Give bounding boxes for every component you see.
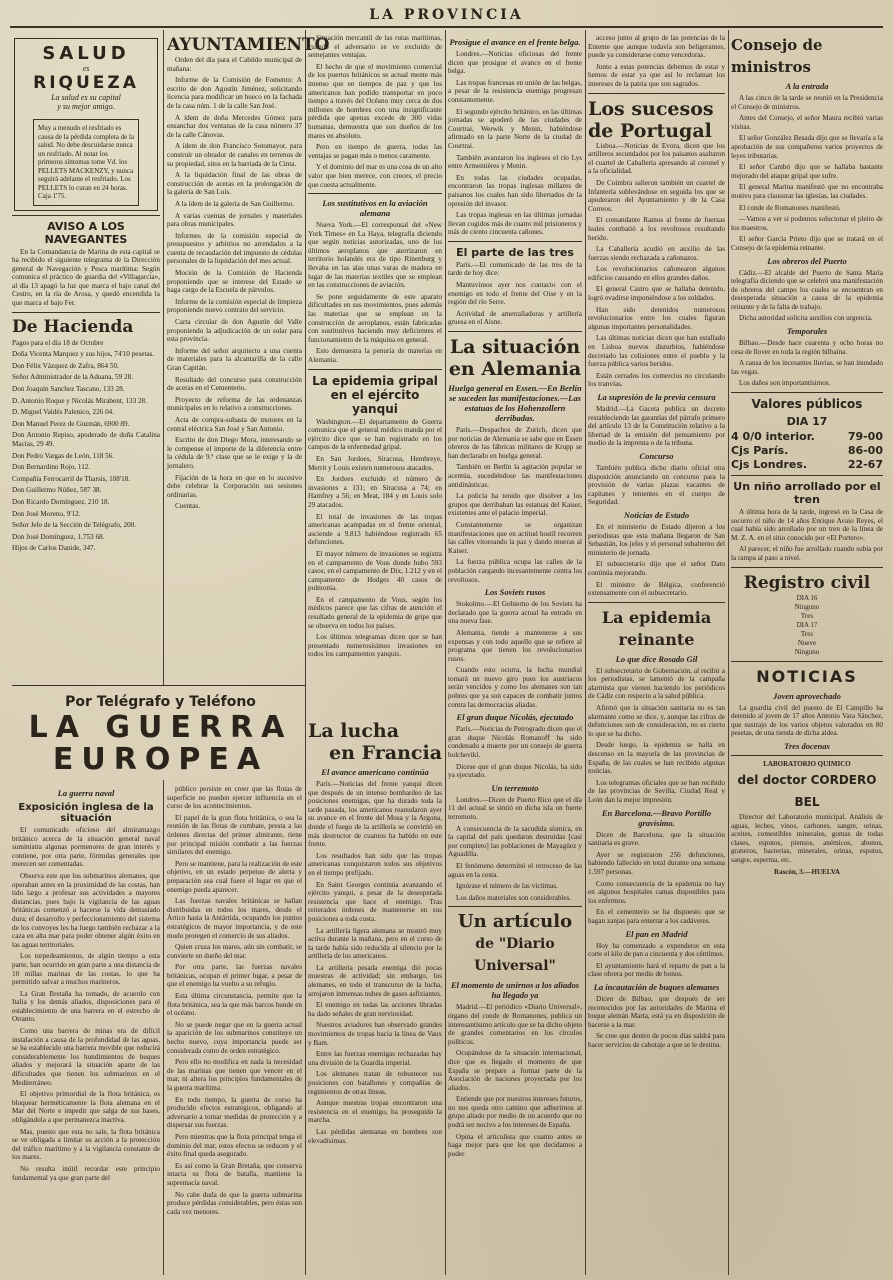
- ad-headline: SALUD: [42, 43, 130, 64]
- tres-docenas-heading: Tres docenas: [784, 740, 830, 751]
- entrada-heading: A la entrada: [785, 81, 829, 91]
- article-paragraph: Entiende que por nuestros intereses futuros, no nos queda otro camino que adherirnos al grupo aliado por medio de un acuerdo que no podrá ser nocivo a los intereses de España.: [448, 1095, 582, 1130]
- article-paragraph: La Caballería acudió en auxilio de las fuerzas siendo rechazada a cañonazos.: [588, 245, 725, 262]
- article-paragraph: Resultado del concurso para construcción de aceras en el Cementerio.: [167, 375, 302, 393]
- hacienda-item: Don Joaquín Sanchez Tascano, 133 28.: [12, 385, 125, 394]
- article-paragraph: El comunicado oficioso del almirantazgo británico acerca de la situación general naval suministra algunas pormenores de gran interés y contiene, por otra parte, fórmulas generales que merecen ser comentadas.: [12, 826, 160, 869]
- ad-es: es: [82, 64, 90, 73]
- article-paragraph: Informes de la comisión especial de presupuestos y arbitrios no arrendados a la cuenta de recaudación del impuesto de cédulas personales de la liquidación del mes actual.: [167, 231, 302, 266]
- naval-column: [12, 785, 160, 1275]
- article-paragraph: No resulta inútil recordar este principio fundamental ya que gran parte del: [12, 1164, 160, 1182]
- article-paragraph: Pero mientras que la flota principal tenga el dominio del mar, estos efectos se reducen y el éxito final queda asegurado.: [167, 1132, 302, 1159]
- francia-heading-2: en Francia: [329, 742, 442, 764]
- guerra-kicker: Por Telégrafo y Teléfono: [65, 694, 256, 710]
- rosado-gil-heading: Lo que dice Rosado Gil: [615, 653, 698, 664]
- article-paragraph: Lisboa.—Noticias de Evora, dicen que los artilleros secundados por los paisanos asaltaron el cuartel de Caballería apresando al coronel y a la oficialidad.: [588, 141, 725, 176]
- hacienda-item: Hijos de Carlos Danide, 347.: [12, 544, 96, 553]
- article-paragraph: El general Marina manifestó que no encontraba motivo para clausurar las iglesias, las ciudades.: [731, 183, 883, 200]
- article-paragraph: En el campamento de Vous, según los médicos parece que las cifras de atención el resultado general de la epidemia de gripe que se observa en todos los países.: [308, 595, 442, 630]
- column-5: [588, 34, 725, 1274]
- obreros-heading: Los obreros del Puerto: [767, 255, 847, 266]
- article-paragraph: Moción de la Comisión de Hacienda proponiendo que se interese del Estado se haga cargo de la Escuela de párvulos.: [167, 269, 302, 295]
- diario-heading-1: Un artículo: [457, 911, 573, 933]
- noticias-subheading: Joven aprovechado: [773, 690, 841, 701]
- navegantes-text: En la Comandancia de Marina de esta capital se ha recibido el siguiente telegrama de la Dirección general de Navegación y Pesca marítima: Según comunica el práctico de guardia del «Villagarcía», al día 13 apagó la luz que marca el bajo canal del Cestro, en la ría de Arosa, y quedó encendida la que marca el bajo Fer.: [12, 247, 160, 308]
- hacienda-item: Señor Administrador de la Aduana, 59 28.: [12, 373, 133, 382]
- article-paragraph: Al parecer, el niño fue arrollado cuando subía por la rampa al paso a nivel.: [731, 545, 883, 562]
- article-paragraph: Situación mercantil de las rutas marítimas, cuando el adversario se ve excluido de semejantes ventajas.: [308, 34, 442, 60]
- article-paragraph: Hoy ha comenzado a expenderse en esta corte el kilo de pan a cincuenta y dos céntimos.: [588, 941, 725, 959]
- article-paragraph: Informe de la comisión especial de limpieza proponiendo nuevo contrato del servicio.: [167, 297, 302, 315]
- naval-heading: La guerra naval: [57, 788, 115, 798]
- article-paragraph: Aunque nuestras tropas encontraron una resistencia en el enemigo, ha proseguido la marcha.: [308, 1099, 442, 1125]
- hacienda-heading: De Hacienda: [12, 316, 134, 337]
- laboratorio-heading: LABORATORIO QUIMICO: [763, 759, 851, 768]
- article-paragraph: En Jordoes excluido el número de invasiones a 131; en Siracusa a 74; en Hamfrey a 56; en Meat, 184 y en Louis solo 29 atacados.: [308, 475, 442, 509]
- article-paragraph: Observa este que los submarinos alemanes, que operaban antes en la proximidad de las costas, han tido largo a profesar sus actividades a mayores distancias, pues bajo la vigilancia de las aguas británicas comenzó a hacerse la vida demasiado dura; el desarrollo y perfeccionamiento del sistema de los convoyes les ha luego también rechazar a la caza en alta mar para poder obtener algún éxito en las aguas territoriales.: [12, 871, 160, 949]
- article-paragraph: Esta última circunstancia, permite que la flota británica, sea la que más barcos hunde en el océano.: [167, 992, 302, 1018]
- article-paragraph: Londres.—Noticias oficiosas del frente dicen que prosigue el avance en el frente belga.: [448, 50, 582, 76]
- article-paragraph: A última hora de la tarde, ingresó en la Casa de socorro el niño de 14 años Enrique Avaio Reyes, el cual había sido arrollado por un tren de la línea de M. Z. A. en el sitio conocido por «El Portero».: [731, 508, 883, 542]
- article-paragraph: Pero ello no modifica en nada la necesidad de las marinas que tienen que vencer en el mar, ni altera los principios fundamentales de la guerra marítima.: [167, 1058, 302, 1092]
- diario-heading-2: de "Diario Universal": [474, 936, 556, 975]
- article-paragraph: Las tropas inglesas en las últimas jornadas llevan cogidos más de cuatro mil prisioneros y más de ciento cincuenta cañones.: [448, 211, 582, 237]
- hacienda-item: Don Bernardino Rojo, 112.: [12, 463, 91, 472]
- hacienda-item: D. Miguel Valdés Palenico, 226 04.: [12, 408, 115, 417]
- article-paragraph: Informe de la Comisión de Fomento: A escrito de don Agustín Jiménez, solicitando licencia para modificar un hueco en la fachada de la casa núm. 1 de la calle San José.: [167, 76, 302, 110]
- article-paragraph: Nueva York.—El corresponsal del «New York Times» en La Haya, telegrafía diciendo que según noticias autorizadas, uno de los últimos aeroplanos que aterrizaron en territorio holandés era de tipo Rinenburg y llevaba en las alas unas varas de madera en lugar de las materias textiles que se emplean en las construcciones de aviación.: [308, 221, 442, 290]
- valores-value: 22-67: [847, 458, 883, 472]
- article-paragraph: Opina el articulista que cuanto antes se haga mejor para que los que decidamos a poder: [448, 1132, 582, 1158]
- article-paragraph: El hecho de que el movimiento comercial de los puertos británicos se actual mente más intenso que en tiempos de paz y que los americanos han podido transportar en poco tiempo a través del Océano muy cerca de dos millones de hombres con una insignificante pérdida que apenas excede de 300 vidas humanas, demuestra que son dueños de los mares en absoluto.: [308, 62, 442, 140]
- article-paragraph: La artillería ligera alemana se mostró muy activa durante la mañana, pero en el curso de la tarde había sido reducida al silencio por la artillería de los americanos.: [308, 926, 442, 961]
- guerra-headline: [18, 712, 303, 780]
- registro-mat: Ninguno: [794, 647, 820, 656]
- pan-heading: El pan en Madrid: [625, 928, 688, 939]
- ad-riqueza: RIQUEZA: [33, 73, 139, 93]
- estado-heading: Noticias de Estado: [623, 509, 690, 520]
- article-paragraph: El objetivo primordial de la flota británica, es bloquear herméticamente la flota alemana en el Mar del Norte e impedir que salga de sus bases, obligándola a que permanezca inactiva.: [12, 1090, 160, 1124]
- column-6: [731, 34, 883, 1274]
- column-1: [12, 34, 160, 684]
- article-paragraph: Los telegramas oficiales que se han recibido de las provincias de Sevilla, Ciudad Real y León dan la mejor impresión.: [588, 778, 725, 804]
- laboratorio-address: Rascón, 3.—HUELVA: [774, 867, 840, 876]
- epidemia-yanqui-heading: La epidemia gripal en el ejército yanqui: [312, 373, 438, 416]
- registro-def: Nueve: [797, 638, 817, 647]
- valores-label: Cjs París.: [731, 444, 789, 458]
- hacienda-item: Don Pedro Vargas de León, 118 56.: [12, 451, 115, 460]
- article-paragraph: El conde de Romanones manifestó.: [739, 203, 841, 212]
- valores-row: [731, 430, 883, 443]
- article-paragraph: Madrid.—La Gaceta publica un decreto restableciendo las garantías del párrafo primero del artículo 13 de la Constitución relativo a la libertad de la emisión del pensamiento por medio de la imprenta o de la tribuna.: [588, 405, 725, 448]
- registro-day: DIA 16: [796, 593, 818, 602]
- article-paragraph: Actividad de ametralladoras y artillería gruesa en el Aisne.: [448, 309, 582, 327]
- francia-heading-1: La lucha: [308, 720, 400, 742]
- article-paragraph: Proyecto de reforma de las ordenanzas municipales en lo relativo a construcciones.: [167, 395, 302, 413]
- article-paragraph: A las cinco de la tarde se reunió en la Presidencia el Consejo de ministros.: [731, 94, 883, 111]
- article-paragraph: Orden del día para el Cabildo municipal de mañana:: [167, 56, 302, 73]
- article-paragraph: Alemania, tiende a mantenerse a sus expensas y con todo aquello que se refiere al programa que tienen los revolucionarios rusos.: [448, 628, 582, 663]
- article-paragraph: El ayuntamiento hará el reparto de pan a la clase obrera por medio de bonos.: [588, 961, 725, 979]
- exposicion-heading: Exposición inglesa de la situación: [18, 802, 154, 824]
- article-paragraph: La Gran Bretaña ha tomado, de acuerdo con Italia y los demás aliados, disposiciones para el establecimiento de una barrera en el estrecho de Otranto.: [12, 989, 160, 1024]
- article-paragraph: acceso junto al grupo de las potencias de la Entente que aunque todavía son beligerantes, puede ya considerarse como vencedoras.: [588, 34, 725, 60]
- article-paragraph: Washington.—El departamento de Guerra comunica que el general médico manda por el ejército dice que se han registrado en los campos de la enfermedad gripal.: [308, 417, 442, 452]
- article-paragraph: Pero se mantiene, para la realización de este objetivo, en un estado perpetuo de alerta y preparación sea cual fuere el lugar en que el enemigo pueda aparecer.: [167, 859, 302, 894]
- article-paragraph: Y el dominio del mar es una cosa de un alto valor que bien merece, con creces, el precio que cuesta actualmente.: [308, 163, 442, 189]
- article-paragraph: Antes del Consejo, el señor Maura recibió varias visitas.: [731, 114, 883, 131]
- valores-row: [731, 444, 883, 457]
- article-paragraph: El señor Cambó dijo que se hallaba bastante mejorado del ataque gripal que sufre.: [731, 163, 883, 180]
- soviets-heading: Los Soviets rusos: [484, 587, 546, 598]
- article-paragraph: El señor García Prieto dijo que se tratará en el Consejo de la epidemia reinante.: [731, 235, 883, 252]
- article-paragraph: El ministro de Bélgica, conferenció extensamente con el subsecretario.: [588, 580, 725, 598]
- hacienda-item: Señor Jefe de la Sección de Telégrafo, 200.: [12, 521, 137, 530]
- article-paragraph: El total de invasiones de las tropas americanas acampadas en el frente oriental, asciende a 9.813 habiéndose registrado 65 defunciones.: [308, 512, 442, 547]
- article-paragraph: Como una barrera de minas era de difícil instalación a causa de la profundidad de las aguas, se ha establecido una barrera movible que reducirá considerablemente los hundimientos de buques aliados y mejorará la situación aparte de las dificultades que tienen los submarinos en el Mediterráneo.: [12, 1027, 160, 1087]
- valores-date: DIA 17: [786, 415, 828, 429]
- registro-nac: Ninguno: [794, 602, 820, 611]
- hacienda-item: D. Antonio Roque y Nicolás Mirabent, 133 28.: [12, 396, 147, 405]
- article-paragraph: París.—Despachos de Zurich, dicen que por noticias de Alemania se sabe que en Essen obreros de las fábricas militares de Krupp se han declarado en huelga general.: [448, 426, 582, 460]
- hacienda-item: Don Manuel Perez de Guzmán, 6900 89.: [12, 419, 130, 428]
- parte-tres-heading: El parte de las tres: [456, 245, 574, 259]
- article-paragraph: Afirmó que la situación sanitaria no es tan alarmante como se dice, y, aunque las cifras de defunciones son de consideración, no es cierto lo que se ha dicho.: [588, 704, 725, 738]
- alemania-subheading: Huelga general en Essen.—En Berlín se suceden las manifestaciones.—Las estatuas de los Hohenzollern derribadas.: [448, 383, 582, 424]
- article-paragraph: A causa de los incesantes lluvias, se han inundado las vegas.: [731, 359, 883, 376]
- article-paragraph: Madrid.—El periódico «Diario Universal», órgano del conde de Romanones, publica un interesantísimo artículo que se ha dicho objeto de grandes comentarios en los círculos políticos.: [448, 1003, 582, 1046]
- article-paragraph: Desde luego, la epidemia se halla en descenso en la mayoría de las provincias de España, de las cuales se han recibido algunas noticias.: [588, 741, 725, 776]
- article-paragraph: El subsecretario dijo que el señor Dato continúa mejorando.: [588, 560, 725, 577]
- registro-nac: Tres: [800, 629, 814, 638]
- valores-value: 79-00: [847, 430, 883, 444]
- article-paragraph: Nuestros aviadores han observado grandes movimientos de tropas hacia la línea de Vaux y Bam.: [308, 1021, 442, 1047]
- article-paragraph: Fijación de la hora en que en lo sucesivo debe celebrar la Corporación sus sesiones ordinarias.: [167, 473, 302, 499]
- censura-heading: La supresión de la previa censura: [597, 392, 716, 402]
- hacienda-item: Don José Domínguez, 1.753 68.: [12, 532, 105, 541]
- francia-column: [308, 720, 442, 1275]
- hacienda-item: Don Guillermo Núñez, 587 38.: [12, 486, 102, 495]
- article-paragraph: Junto a estas potencias debemos de estar y hemos de estar ya que así lo reclaman los intereses de la patria que son sagrados.: [588, 62, 725, 88]
- article-paragraph: Ocupándose de la situación internacional, dice que es llegado el momento de que España se prepare a formar parte de la Asociación de naciones proyectada por los aliados.: [448, 1049, 582, 1092]
- article-paragraph: En el cementerio se ha dispuesto que se hagan zanjas para enterrar a los cadáveres.: [588, 908, 725, 925]
- guerra-headline-line1: LA GUERRA: [28, 710, 293, 745]
- article-paragraph: En San Jordoes, Siracusa, Hembreye, Merrit y Louis existen numerosos atacados.: [308, 454, 442, 472]
- article-paragraph: A varias cuentas de jornales y materiales para obras municipales.: [167, 211, 302, 229]
- article-paragraph: Los daños materiales son considerables.: [456, 893, 572, 902]
- ad-body: Muy a menudo el resfriado es causa de la pérdida completa de la salud. No debe descuidarse nunca un resfriado. Al notar los primeros síntomas tome Vd. los PELLETS MACKENZY, y nunca seguirá adelante el resfriado. Los PELLETS lo curan en 24 horas. Caja 1'75.: [33, 119, 139, 206]
- article-paragraph: También avanzaron los ingleses el río Lys entre Armentières y Menin.: [448, 153, 582, 171]
- article-paragraph: La policía ha tenido que disolver a los grupos que derribaban las estatuas del Kaiser, existentes ante el palacio imperial.: [448, 492, 582, 518]
- article-paragraph: Dicen de Barcelona, que la situación sanitaria es grave.: [588, 830, 725, 848]
- buques-heading: La incautación de buques alemanes: [593, 981, 720, 992]
- article-paragraph: público persiste en creer que las flotas de superficie no pueden ejercer influencia en el curso de los acontecimientos.: [167, 785, 302, 811]
- article-paragraph: París.—El comunicado de las tres de la tarde de hoy dice:: [448, 260, 582, 278]
- article-paragraph: Cuando esto ocurra, la lucha mundial tomará un nuevo giro pues los austriacos serán vencidos y como los alemanes son tan pobres que ya son capaces de combatir juntos contra las democracias aliadas.: [448, 666, 582, 709]
- navegantes-heading: AVISO A LOS NAVEGANTES: [44, 219, 128, 246]
- article-paragraph: Escrito de don Diego Mora, interesando se le compense el importe de la diferencia entre la cédula de 9.ª clase que se le exige y la de jornalero.: [167, 436, 302, 470]
- masthead: [10, 4, 883, 28]
- article-paragraph: Pero en tiempo de guerra, todas las ventajas se pagan más o menos caramente.: [308, 143, 442, 160]
- valores-label: Cjs Londres.: [731, 458, 808, 472]
- article-paragraph: Los daños son importantísimos.: [739, 379, 831, 388]
- epidemia-reinante-heading: La epidemia reinante: [601, 607, 712, 649]
- article-paragraph: El subsecretario de Gobernación, al recibir a los periodistas, se lamentó de la campaña alarmista que vienen haciendo los periódicos de Cádiz con respecto a la salud pública.: [588, 666, 725, 701]
- portugal-heading: Los sucesos de Portugal: [588, 97, 714, 142]
- registro-day: DIA 17: [796, 620, 818, 629]
- article-paragraph: Constantemente se organizan manifestaciones que en actitud hostil recorren las calles vitoreando la paz y dando mueras al Kaiser.: [448, 520, 582, 555]
- diario-subheading: El momento de unirnos a los aliados ha llegado ya: [451, 980, 579, 1001]
- nicolas-heading: El gran duque Nicolás, ejecutado: [456, 712, 574, 723]
- article-paragraph: El enemigo en todas las acciones libradas ha dado señales de gran nerviosidad.: [308, 1001, 442, 1018]
- article-paragraph: El papel de la gran flota británica, o sea la reunión de las flotas de combate, presta a las órdenes directas del primer almirante, tiene por principal misión combatir a las fuerzas similares del enemigo.: [167, 813, 302, 857]
- article-paragraph: Cádiz.—El alcalde del Puerto de Santa María telegrafía diciendo que se celebró una manifestación de obreros del campo los cuales se encuentran en desesperada situación a causa de la epidemia reinante y de la falta de trabajo.: [731, 268, 883, 311]
- registro-def: Tres: [800, 611, 814, 620]
- article-paragraph: Stokolmo.—El Gobierno de los Soviets ha declarado que la guerra actual ha entrado en una nueva fase.: [448, 600, 582, 626]
- valores-heading: Valores públicos: [751, 397, 863, 412]
- laboratorio-text: Director del Laboratorio municipal. Análisis de aguas, leches, vinos, carbones, sangre, orinas, aceites, comestibles minerales, gomas de todas clases, esputos, piensos, anémicos, abonos, graneros, bacterias, minerales, orinas, esputos, sangre, esperma, etc.: [731, 812, 883, 864]
- article-paragraph: Quien cruza los mares, aún sin combatir, se convierte en dueño del mar.: [167, 943, 302, 960]
- article-paragraph: La fuerza pública ocupa las calles de la población cargando incesantemente contra los revoltosos.: [448, 558, 582, 584]
- article-paragraph: La guardia civil del puesto de El Campillo ha detenido al joven de 17 años Antonio Vara Sánchez, que sustrajo de los varios objetos valorados en 80 pesetas, de una tienda de dicha aldea.: [731, 703, 883, 738]
- hacienda-item: Compañía Ferrocarril de Tharsis, 108'18.: [12, 474, 131, 483]
- article-paragraph: Los resultados han sido que las tropas americanas conquistaron todos sus objetivos en el tiempo prefijado.: [308, 851, 442, 877]
- guerra-headline-line2: EUROPEA: [52, 742, 269, 777]
- article-paragraph: Han sido detenidos numerosos revolucionarios entre los cuales figuran algunas importantes personalidades.: [588, 305, 725, 331]
- article-paragraph: El fenómeno determinó el retroceso de las aguas en la costa.: [448, 861, 582, 879]
- salud-advertisement: [14, 38, 158, 211]
- column-2: [167, 34, 330, 684]
- article-paragraph: El segundo ejército británico, en las últimas jornadas se apoderó de las ciudades de Courtrai, Werwik y Menin, habiéndose afirmado en la parte Norte de la ciudad de Courtrai.: [448, 107, 582, 150]
- consejo-heading: Consejo de ministros: [731, 36, 823, 76]
- hacienda-item: Don Antonio Repiso, apoderado de doña Catalina Macías, 29 49.: [12, 431, 160, 448]
- article-paragraph: París.—Noticias de Petrogrado dicen que el gran duque Nicolás Romanoff ha sido condenado a muerte por un consejo de guerra bolchevikí.: [448, 725, 582, 760]
- registro-heading: Registro civil: [743, 572, 871, 593]
- francia-subheading: El avance americano continúa: [321, 767, 429, 777]
- article-paragraph: Los torpedeamientos, de algún tiempo a esta parte, han ocurrido en gran parte a una distancia de 10 millas marinas de las costas, lo que ha permitido salvar a muchos marineros.: [12, 952, 160, 987]
- aviacion-heading: Los sustitutivos en la aviación alemana: [322, 198, 428, 219]
- article-paragraph: A consecuencia de la sacudida sísmica, en la capital del país quedaron destruidas [casi por completo] las poblaciones de Mayagüez y Aguadilla.: [448, 824, 582, 859]
- article-paragraph: Ignórase el número de las víctimas.: [456, 882, 558, 891]
- article-paragraph: Bilbao.—Desde hace cuarenta y ocho horas no cesa de llover en toda la región bilbaína.: [731, 339, 883, 356]
- article-paragraph: Dícese que el gran duque Nicolás, ha sido ya ejecutado.: [448, 762, 582, 780]
- article-paragraph: Entre las fuerzas enemigas rechazadas hay una división de la Guardia imperial.: [308, 1050, 442, 1067]
- ayuntamiento-heading: AYUNTAMIENTO: [167, 35, 330, 55]
- article-paragraph: En el ministerio de Estado dijeron a los periodistas que esta mañana llegaron de San Sebastián, los jefes y el personal subalterno del ministerio de jornada.: [588, 522, 725, 557]
- article-paragraph: No se puede negar que en la guerra actual la aparición de los submarinos constituye un hecho nuevo, cuya importancia puede ser considerada como de orden estratégico.: [167, 1020, 302, 1055]
- article-paragraph: Se pone seguidamente de este aparato dificultades en sus movimientos, pues además las materias que se emplean en la construcción de aeroplanos, están fabricadas con sustitutivos haciendo muy deficientes el funcionamiento de la máquina en general.: [308, 292, 442, 344]
- article-paragraph: Las pérdidas alemanas en hombres son elevadísimas.: [308, 1127, 442, 1145]
- article-paragraph: Dicen de Bilbao, que después de ser reconocidos por las autoridades de Marina el buque alemán Marta, está ya en disposición de hacerse a la mar.: [588, 994, 725, 1029]
- terremoto-heading: Un terremoto: [491, 782, 539, 793]
- article-paragraph: De Coimbra salieron también un cuartel de Infantería sublevándose en seguida los que se apoderaron del Ayuntamiento y de la Casa Correos.: [588, 178, 725, 213]
- article-paragraph: Mas, puesto que esta no sale, la flota británica se ve obligada a limitar su acción a la protección del tráfico marítimo y a la vigilancia constante de los mares.: [12, 1127, 160, 1162]
- alemania-heading: La situación en Alemania: [448, 336, 582, 381]
- article-paragraph: —Vamos a ver si podemos solucionar el pleito de los maestros.: [731, 215, 883, 232]
- article-paragraph: También en Berlín la agitación popular se acentúa, sucediéndose las manifestaciones antidinásticas.: [448, 463, 582, 489]
- article-paragraph: Las últimas noticias dicen que han estallado en Lisboa nuevos disturbios, habiéndose decretado las colisiones entre el pueblo y la fuerza pública varios heridos.: [588, 334, 725, 369]
- column-3: [308, 34, 442, 714]
- ad-tagline-1: La salud es su capital: [51, 93, 121, 102]
- article-paragraph: A ídem de doña Mercedes Gómez para ensanchar dos ventanas de la casa número 37 de la calle Cánovas.: [167, 113, 302, 139]
- article-paragraph: Las fuerzas navales británicas se hallan distribuidas en todos los mares, desde el Ártico hasta la Antártida, ocupando los puntos estratégicos de mayor importancia, y de este modo protegen el comercio de sus aliados.: [167, 897, 302, 940]
- hacienda-intro: Pagos para el día 18 de Octubre: [12, 338, 104, 347]
- laboratorio-name: del doctor CORDERO BEL: [737, 772, 877, 809]
- article-paragraph: Por otra parte, las fuerzas navales británicas, ocupan el primer lugar, a pesar de que el enemigo ha vuelto a su refugio.: [167, 963, 302, 989]
- article-paragraph: El comandante Ramos al frente de fuerzas leales combatió a los revoltosos resultando herido.: [588, 216, 725, 242]
- hacienda-item: Don José Moreno, 9'12.: [12, 509, 81, 518]
- article-paragraph: En Saint Georges continúa avanzando el ejército yanqui, a pesar de la desesperada resistencia que hace el enemigo. Tras reiterados órdenes de mantenerse en sus posiciones a toda costa.: [308, 880, 442, 923]
- article-paragraph: Las tropas francesas en unión de las belgas, a pesar de la resistencia enemiga progresan constantemente.: [448, 78, 582, 104]
- article-paragraph: Cuentas.: [175, 502, 200, 511]
- belga-heading: Prosigue el avance en el frente belga.: [449, 37, 581, 47]
- hacienda-item: Don Félix Vázquez de Zafra, 864 50.: [12, 361, 119, 370]
- article-paragraph: Los alemanes tratan de robustecer sus posiciones con batallones y compañías de regimientos de otras líneas.: [308, 1070, 442, 1096]
- article-paragraph: Acta de compra-subasta de motores en la central eléctrica San José y San Antonio.: [167, 415, 302, 433]
- concurso-heading: Concurso: [639, 450, 674, 461]
- article-paragraph: Londres.—Dicen de Puerto Rico que el día 11 del actual se sintió en dicha isla un fuerte terremoto.: [448, 795, 582, 821]
- article-paragraph: Como consecuencia de la epidemia no hay en algunos hospitales camas disponibles para los enfermos.: [588, 879, 725, 905]
- article-paragraph: Están cerrados los comercios no circulando los tranvías.: [588, 371, 725, 389]
- article-paragraph: El general Castro que se hallaba detenido, logró evadirse imponiéndose a los soldados.: [588, 285, 725, 303]
- article-paragraph: Mantuvimos ayer nos contacto con el enemigo en todo el frente del Oise y en la región del río Serre.: [448, 281, 582, 307]
- article-paragraph: Es así como la Gran Bretaña, que conserva intacta su flota de batalla, mantiene la supremacía naval.: [167, 1161, 302, 1187]
- valores-label: 4 0/0 interior.: [731, 430, 815, 444]
- article-paragraph: Esto demuestra la penuria de materias en Alemania.: [308, 347, 442, 364]
- ad-tagline-2: y su mejor amigo.: [57, 102, 115, 111]
- article-paragraph: A ídem de don Francisco Sotomayor, para construir un obrador de canales en terrenos de su propiedad, sitos en la barriada de la Cinta.: [167, 142, 302, 168]
- valores-value: 86-00: [847, 444, 883, 458]
- tren-heading: Un niño arrollado por el tren: [733, 480, 881, 507]
- article-paragraph: El señor González Besada dijo que se llevaría a la aprobación de sus compañeros varios proyectos de leyes tributarias.: [731, 134, 883, 160]
- barcelona-heading: En Barcelona.—Bravo Portillo gravísimo.: [601, 807, 712, 828]
- hacienda-list: [12, 339, 160, 553]
- newspaper-title: LA PROVINCIA: [369, 7, 524, 23]
- article-paragraph: También publica dicho diario oficial otra disposición anunciando un concurso para la provisión de varias plazas vacantes de capitanes y tenientes en el cuerpo de Seguridad.: [588, 463, 725, 507]
- article-paragraph: Carta circular de don Agustín del Valle proponiendo la adjudicación de un solar para esta provincia.: [167, 318, 302, 344]
- article-paragraph: A la liquidación final de las obras de construcción de aceras en la prolongación de la galería de San Luis.: [167, 171, 302, 197]
- naval-continuation-column: [167, 785, 302, 1275]
- article-paragraph: Ayer se registraron 256 defunciones, habiendo fallecido en total durante una semana 1.597 personas.: [588, 850, 725, 876]
- article-paragraph: El mayor número de invasiones se registra en el campamento de Vous donde hubo 593 casos; en el campamento de Dix, 1.212 y en el campamento de Hodges 40 casos de pulmonía.: [308, 549, 442, 593]
- valores-row: [731, 458, 883, 471]
- article-paragraph: No cabe duda de que la guerra submarina produce pérdidas considerables, pero éstas son cada vez menores.: [167, 1190, 302, 1216]
- noticias-heading: NOTICIAS: [756, 666, 858, 686]
- article-paragraph: Los revolucionarios cañonearon algunos edificios causando en ellos grandes daños.: [588, 265, 725, 282]
- article-paragraph: Los últimos telegramas dicen que se han presentado numerosísimos invasiones en todos los campamentos yanquis.: [308, 633, 442, 659]
- hacienda-item: Doña Vicenta Marquez y sus hijos, 74'10 pesetas.: [12, 350, 155, 359]
- article-paragraph: En todo tiempo, la guerra de corso ha producido efectos estratégicos, obligando al adversario a tomar medidas de protección y a dispersar sus fuerzas.: [167, 1095, 302, 1130]
- hacienda-item: Don Ricardo Domínguez, 210 18.: [12, 497, 110, 506]
- article-paragraph: La artillería pesada enemiga dió pocas muestras de actividad; sin embargo, los alemanes, en todo el transcurso de la lucha, arrojaron inmensas nubes de gases asfixiantes.: [308, 963, 442, 998]
- article-paragraph: Se cree que dentro de pocos días saldrá para hacer servicios de cabotaje a que se le destina.: [588, 1032, 725, 1049]
- article-paragraph: A la ídem de la galería de San Guillermo.: [175, 199, 295, 208]
- temporales-heading: Temporales: [786, 326, 828, 337]
- article-paragraph: Informe del señor arquitecto a una cuenta de materiales para la alcantarilla de la calle Gran Capitán.: [167, 346, 302, 372]
- column-4: [448, 34, 582, 1274]
- article-paragraph: En todas las ciudades ocupadas, encontraron las tropas inglesas millares de paisanos los cuales han sido libertados de la opresión del invasor.: [448, 173, 582, 208]
- article-paragraph: París.—Noticias del frente yanqui dicen que después de un intenso bombardeo de las posiciones enemigas, que ha durado toda la tarde pasada, los americanos reanudaron ayer su avance en el frente del Mosa y la Argona, donde el fuego de la artillería se convirtió en más destructor de cuantos ha habido en este frente.: [308, 780, 442, 849]
- article-paragraph: Dicha autoridad solicita auxilios con urgencia.: [739, 314, 873, 323]
